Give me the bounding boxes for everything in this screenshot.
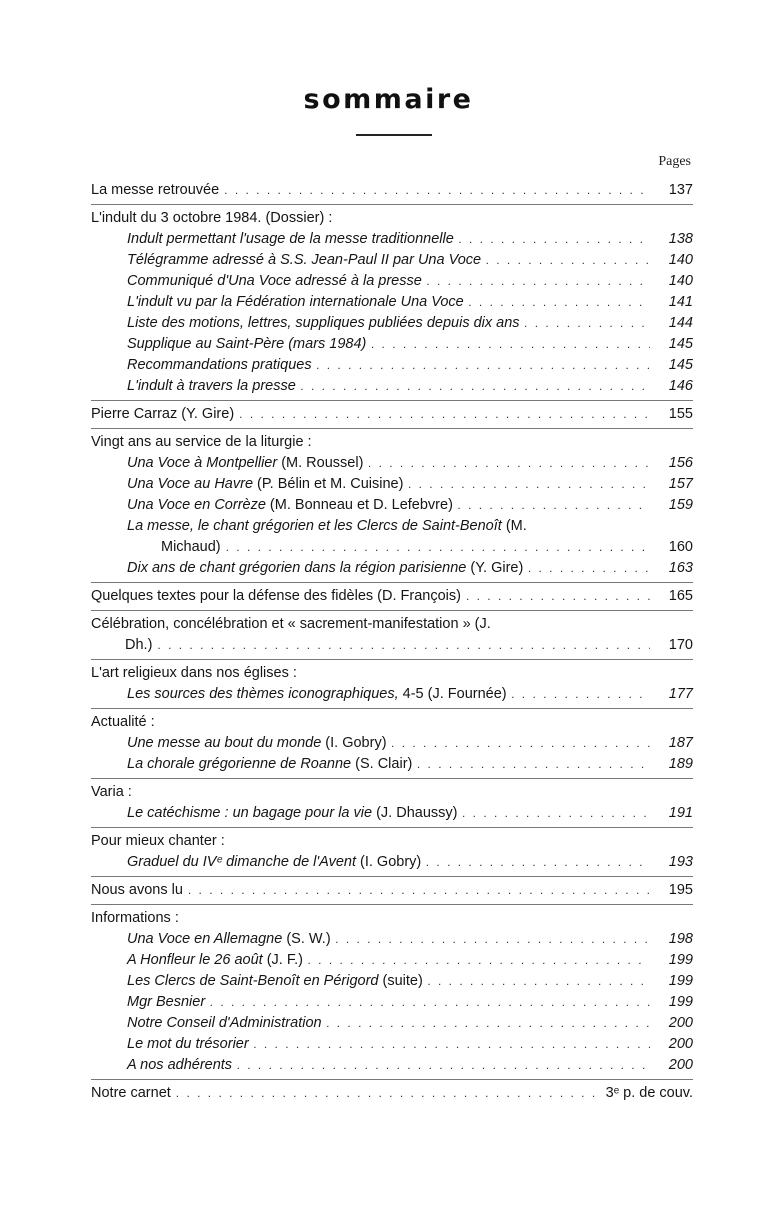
dot-leader bbox=[176, 1083, 601, 1104]
page-number: 157 bbox=[668, 476, 693, 492]
entry-title: Dh.) bbox=[125, 637, 153, 653]
page-number: 160 bbox=[668, 539, 693, 555]
entry-title: Nous avons lu bbox=[91, 882, 183, 898]
entry-title: Recommandations pratiques bbox=[127, 357, 312, 373]
entry-title bbox=[127, 1034, 249, 1055]
subentry-list bbox=[91, 229, 693, 397]
entry-wrapped-title: Célébration, concélébration et « sacrement-manifestation » (J. bbox=[91, 616, 491, 632]
toc-line bbox=[127, 495, 693, 516]
toc-line bbox=[91, 586, 693, 607]
page-number: 200 bbox=[668, 1036, 693, 1052]
page-number: 177 bbox=[668, 686, 693, 702]
entry-title: Michaud) bbox=[161, 539, 221, 555]
entry-title: Quelques textes pour la défense des fidèles (D. François) bbox=[91, 588, 461, 604]
page-number: 199 bbox=[668, 973, 693, 989]
subentry-italic-text: Una Voce à Montpellier bbox=[127, 455, 278, 471]
toc-section bbox=[91, 778, 693, 824]
subentry-author: (suite) bbox=[378, 973, 423, 989]
dot-leader bbox=[327, 1013, 650, 1034]
toc-line bbox=[127, 992, 693, 1013]
toc-line bbox=[127, 852, 693, 873]
subentry-italic-text: Notre Conseil d'Administration bbox=[127, 1015, 322, 1031]
section-heading: Informations : bbox=[91, 910, 179, 926]
page-number: 156 bbox=[668, 455, 693, 471]
subentry-italic-text: Les sources des thèmes iconographiques, bbox=[127, 686, 399, 702]
entry-title bbox=[127, 558, 523, 579]
dot-leader bbox=[512, 684, 650, 705]
page-number: 165 bbox=[668, 588, 693, 604]
toc-line bbox=[127, 292, 693, 313]
page-number: 193 bbox=[668, 854, 693, 870]
page-number: 187 bbox=[668, 735, 693, 751]
subentry-italic-text: A nos adhérents bbox=[127, 1057, 233, 1073]
subentry-wrapped-title bbox=[127, 516, 693, 537]
subentry-author: 4-5 (J. Fournée) bbox=[398, 686, 507, 702]
dot-leader bbox=[301, 376, 650, 397]
subentry-italic-text: Una Voce en Corrèze bbox=[127, 497, 266, 513]
subentry-italic-text: La messe, le chant grégorien et les Clercs de Saint-Benoît bbox=[127, 518, 502, 534]
page-number: 200 bbox=[668, 1057, 693, 1073]
toc-line bbox=[127, 355, 693, 376]
dot-leader bbox=[426, 852, 650, 873]
subentry-author: (I. Gobry) bbox=[355, 854, 422, 870]
toc-line bbox=[127, 334, 693, 355]
toc-line bbox=[127, 271, 693, 292]
toc-section bbox=[91, 827, 693, 873]
toc-line bbox=[127, 950, 693, 971]
dot-leader bbox=[254, 1034, 650, 1055]
subentry-author: (S. W.) bbox=[282, 931, 331, 947]
toc-line bbox=[127, 558, 693, 579]
toc-section bbox=[91, 582, 693, 607]
subentry-author: (Y. Gire) bbox=[466, 560, 524, 576]
toc-line bbox=[127, 754, 693, 775]
entry-title bbox=[127, 754, 412, 775]
subentry-author: (P. Bélin et M. Cuisine) bbox=[253, 476, 404, 492]
toc-line bbox=[127, 684, 693, 705]
dot-leader bbox=[237, 1055, 650, 1076]
subentry-list bbox=[91, 733, 693, 775]
toc-line bbox=[127, 1055, 693, 1076]
subentry-list bbox=[91, 453, 693, 579]
dot-leader bbox=[528, 558, 650, 579]
dot-leader bbox=[486, 250, 650, 271]
subentry-author: (I. Gobry) bbox=[321, 735, 387, 751]
entry-title: L'indult vu par la Fédération internationale Una Voce bbox=[127, 294, 464, 310]
dot-leader bbox=[428, 971, 650, 992]
section-heading: Vingt ans au service de la liturgie : bbox=[91, 434, 312, 450]
subentry-author: (J. F.) bbox=[262, 952, 303, 968]
page-number: 3ᵉ p. de couv. bbox=[605, 1085, 693, 1101]
subentry-list bbox=[91, 929, 693, 1076]
table-of-contents bbox=[91, 178, 693, 1104]
entry-title bbox=[127, 992, 205, 1013]
subentry-italic-text: A Honfleur le 26 août bbox=[127, 952, 263, 968]
page-number: 191 bbox=[668, 805, 693, 821]
toc-line bbox=[91, 635, 693, 656]
entry-title: Indult permettant l'usage de la messe traditionnelle bbox=[127, 231, 454, 247]
subentry-author: (J. Dhaussy) bbox=[372, 805, 458, 821]
toc-line bbox=[91, 180, 693, 201]
entry-title bbox=[127, 453, 363, 474]
page-number: 195 bbox=[668, 882, 693, 898]
subentry-author: (M. Bonneau et D. Lefebvre) bbox=[265, 497, 453, 513]
entry-title bbox=[127, 684, 507, 705]
page-number: 145 bbox=[668, 357, 693, 373]
toc-line bbox=[127, 376, 693, 397]
subentry-italic-text: Dix ans de chant grégorien dans la région parisienne bbox=[127, 560, 467, 576]
entry-title: Télégramme adressé à S.S. Jean-Paul II par Una Voce bbox=[127, 252, 482, 268]
subentry-italic-text: Mgr Besnier bbox=[127, 994, 206, 1010]
entry-title: Supplique au Saint-Père (mars 1984) bbox=[127, 336, 367, 352]
pages-column-header: Pages bbox=[658, 154, 691, 169]
dot-leader bbox=[239, 404, 650, 425]
subentry-italic-text: Une messe au bout du monde bbox=[127, 735, 322, 751]
page-number: 189 bbox=[668, 756, 693, 772]
page-number: 140 bbox=[668, 252, 693, 268]
toc-line bbox=[127, 313, 693, 334]
page-number: 138 bbox=[668, 231, 693, 247]
entry-title bbox=[127, 950, 303, 971]
section-heading: L'art religieux dans nos églises : bbox=[91, 665, 297, 681]
entry-title bbox=[127, 852, 421, 873]
section-heading: L'indult du 3 octobre 1984. (Dossier) : bbox=[91, 210, 333, 226]
dot-leader bbox=[308, 950, 650, 971]
subentry-author: (M. Roussel) bbox=[277, 455, 364, 471]
toc-line bbox=[127, 803, 693, 824]
page-number: 163 bbox=[668, 560, 693, 576]
toc-line bbox=[91, 1083, 693, 1104]
entry-title bbox=[127, 495, 453, 516]
entry-title: Pierre Carraz (Y. Gire) bbox=[91, 406, 235, 422]
toc-line bbox=[127, 453, 693, 474]
dot-leader bbox=[317, 355, 650, 376]
dot-leader bbox=[157, 635, 650, 656]
entry-title: Liste des motions, lettres, suppliques publiées depuis dix ans bbox=[127, 315, 520, 331]
page-number: 140 bbox=[668, 273, 693, 289]
toc-line bbox=[127, 733, 693, 754]
subentry-italic-text: Le catéchisme : un bagage pour la vie bbox=[127, 805, 373, 821]
section-heading: Actualité : bbox=[91, 714, 155, 730]
page-number: 141 bbox=[668, 294, 693, 310]
toc-section bbox=[91, 610, 693, 656]
page-number: 155 bbox=[668, 406, 693, 422]
toc-line bbox=[127, 250, 693, 271]
page-number: 159 bbox=[668, 497, 693, 513]
toc-section bbox=[91, 428, 693, 579]
page-number: 146 bbox=[668, 378, 693, 394]
subentry-italic-text: La chorale grégorienne de Roanne bbox=[127, 756, 352, 772]
dot-leader bbox=[226, 537, 650, 558]
dot-leader bbox=[188, 880, 650, 901]
subentry-list bbox=[91, 852, 693, 873]
entry-title bbox=[127, 733, 387, 754]
toc-section bbox=[91, 708, 693, 775]
toc-line bbox=[127, 537, 693, 558]
dot-leader bbox=[466, 586, 650, 607]
dot-leader bbox=[469, 292, 650, 313]
dot-leader bbox=[210, 992, 650, 1013]
toc-line bbox=[127, 474, 693, 495]
dot-leader bbox=[458, 495, 650, 516]
entry-title bbox=[127, 803, 457, 824]
toc-line bbox=[127, 971, 693, 992]
toc-section bbox=[91, 659, 693, 705]
dot-leader bbox=[525, 313, 650, 334]
entry-title: La messe retrouvée bbox=[91, 182, 220, 198]
page-number: 137 bbox=[668, 182, 693, 198]
entry-title: Notre carnet bbox=[91, 1085, 171, 1101]
subentry-italic-text: Les Clercs de Saint-Benoît en Périgord bbox=[127, 973, 379, 989]
subentry-italic-text: Una Voce en Allemagne bbox=[127, 931, 283, 947]
subentry-list bbox=[91, 803, 693, 824]
subentry-list bbox=[91, 684, 693, 705]
toc-line bbox=[91, 880, 693, 901]
page-number: 200 bbox=[668, 1015, 693, 1031]
dot-leader bbox=[417, 754, 650, 775]
entry-title bbox=[127, 929, 331, 950]
toc-section bbox=[91, 1079, 693, 1104]
dot-leader bbox=[459, 229, 650, 250]
dot-leader bbox=[427, 271, 650, 292]
toc-line bbox=[127, 229, 693, 250]
dot-leader bbox=[462, 803, 650, 824]
toc-line bbox=[127, 1013, 693, 1034]
entry-title: Communiqué d'Una Voce adressé à la presse bbox=[127, 273, 422, 289]
dot-leader bbox=[408, 474, 650, 495]
page-number: 144 bbox=[668, 315, 693, 331]
entry-title bbox=[127, 971, 423, 992]
entry-title bbox=[127, 1055, 232, 1076]
toc-line bbox=[127, 929, 693, 950]
entry-title bbox=[127, 1013, 322, 1034]
toc-line bbox=[127, 1034, 693, 1055]
toc-section bbox=[91, 180, 693, 201]
page-number: 199 bbox=[668, 994, 693, 1010]
subentry-italic-text: Graduel du IVᵉ dimanche de l'Avent bbox=[127, 854, 356, 870]
dot-leader bbox=[392, 733, 650, 754]
section-heading: Pour mieux chanter : bbox=[91, 833, 225, 849]
page-number: 170 bbox=[668, 637, 693, 653]
dot-leader bbox=[368, 453, 650, 474]
subentry-author: (M. bbox=[501, 518, 527, 534]
page-number: 199 bbox=[668, 952, 693, 968]
page-number: 145 bbox=[668, 336, 693, 352]
page-title: sommaire bbox=[303, 84, 474, 115]
dot-leader bbox=[336, 929, 650, 950]
subentry-italic-text: Una Voce au Havre bbox=[127, 476, 254, 492]
section-heading: Varia : bbox=[91, 784, 132, 800]
subentry-italic-text: Le mot du trésorier bbox=[127, 1036, 249, 1052]
toc-section bbox=[91, 400, 693, 425]
subentry-author: (S. Clair) bbox=[351, 756, 413, 772]
entry-title bbox=[127, 474, 403, 495]
dot-leader bbox=[224, 180, 650, 201]
entry-title: L'indult à travers la presse bbox=[127, 378, 296, 394]
page-number: 198 bbox=[668, 931, 693, 947]
toc-section bbox=[91, 204, 693, 397]
dot-leader bbox=[371, 334, 650, 355]
title-rule bbox=[356, 134, 432, 136]
toc-section bbox=[91, 876, 693, 901]
toc-section bbox=[91, 904, 693, 1076]
toc-line bbox=[91, 404, 693, 425]
